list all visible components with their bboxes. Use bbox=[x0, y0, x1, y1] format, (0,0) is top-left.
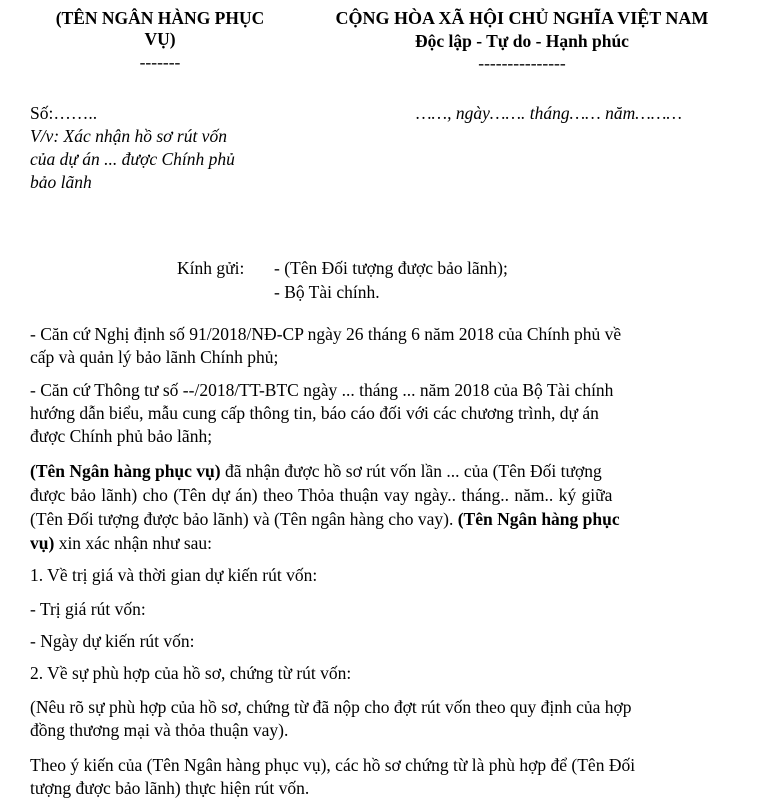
document-number: Số:…….. bbox=[30, 103, 98, 123]
opinion-line2: tượng được bảo lãnh) thực hiện rút vốn. bbox=[30, 778, 310, 798]
intro-bank-name2-end: vụ) bbox=[30, 533, 55, 553]
bank-name-line2: VỤ) bbox=[144, 29, 176, 49]
opinion-line1: Theo ý kiến của (Tên Ngân hàng phục vụ), các hồ sơ chứng từ là phù hợp để (Tên Đối bbox=[30, 755, 636, 775]
intro-line2: được bảo lãnh) cho (Tên dự án) theo Thỏa thuận vay ngày.. tháng.. năm.. ký giữa bbox=[30, 485, 613, 505]
basis1-line1: - Căn cứ Nghị định số 91/2018/NĐ-CP ngày 26 tháng 6 năm 2018 của Chính phủ về bbox=[30, 324, 622, 344]
date-line: ……, ngày……. tháng…… năm……… bbox=[416, 103, 682, 123]
basis2-line3: được Chính phủ bảo lãnh; bbox=[30, 426, 213, 446]
subject-line1: V/v: Xác nhận hồ sơ rút vốn bbox=[30, 126, 227, 146]
section2-heading: 2. Về sự phù hợp của hồ sơ, chứng từ rút vốn: bbox=[30, 663, 352, 683]
bank-name-line1: (TÊN NGÂN HÀNG PHỤC bbox=[55, 8, 265, 28]
basis1-line2: cấp và quản lý bảo lãnh Chính phủ; bbox=[30, 347, 279, 367]
section1-heading: 1. Về trị giá và thời gian dự kiến rút vốn: bbox=[30, 565, 318, 585]
note-line1: (Nêu rõ sự phù hợp của hồ sơ, chứng từ đã nộp cho đợt rút vốn theo quy định của hợp bbox=[30, 697, 632, 717]
intro-bank-name2: (Tên Ngân hàng phục bbox=[457, 509, 620, 529]
value-item: - Trị giá rút vốn: bbox=[30, 599, 146, 619]
subject-line2: của dự án ... được Chính phủ bbox=[30, 149, 235, 169]
motto: Độc lập - Tự do - Hạnh phúc bbox=[415, 31, 629, 51]
basis2-line1: - Căn cứ Thông tư số --/2018/TT-BTC ngày ... tháng ... năm 2018 của Bộ Tài chính bbox=[30, 380, 614, 400]
motto-rule: --------------- bbox=[478, 53, 566, 73]
date-item: - Ngày dự kiến rút vốn: bbox=[30, 631, 195, 651]
intro-line3 bbox=[30, 509, 620, 530]
basis2-line2: hướng dẫn biểu, mẫu cung cấp thông tin, báo cáo đối với các chương trình, dự án bbox=[30, 403, 599, 423]
recipient-item1: - (Tên Đối tượng được bảo lãnh); bbox=[274, 258, 508, 278]
recipient-item2: - Bộ Tài chính. bbox=[274, 282, 380, 302]
intro-text1: đã nhận được hồ sơ rút vốn lần ... của (Tên Đối tượng bbox=[220, 461, 602, 481]
intro-bank-name: (Tên Ngân hàng phục vụ) bbox=[30, 461, 221, 481]
recipients-label: Kính gửi: bbox=[177, 258, 245, 278]
intro-text4: xin xác nhận như sau: bbox=[54, 533, 213, 553]
intro-text3: (Tên Đối tượng được bảo lãnh) và (Tên ngân hàng cho vay). bbox=[30, 509, 458, 529]
intro-line1 bbox=[30, 461, 602, 482]
subject-line3: bảo lãnh bbox=[30, 172, 92, 192]
country-title: CỘNG HÒA XÃ HỘI CHỦ NGHĨA VIỆT NAM bbox=[335, 8, 709, 28]
note-line2: đồng thương mại và thỏa thuận vay). bbox=[30, 720, 289, 740]
bank-name-rule: ------- bbox=[139, 52, 181, 72]
intro-line4 bbox=[30, 533, 212, 554]
